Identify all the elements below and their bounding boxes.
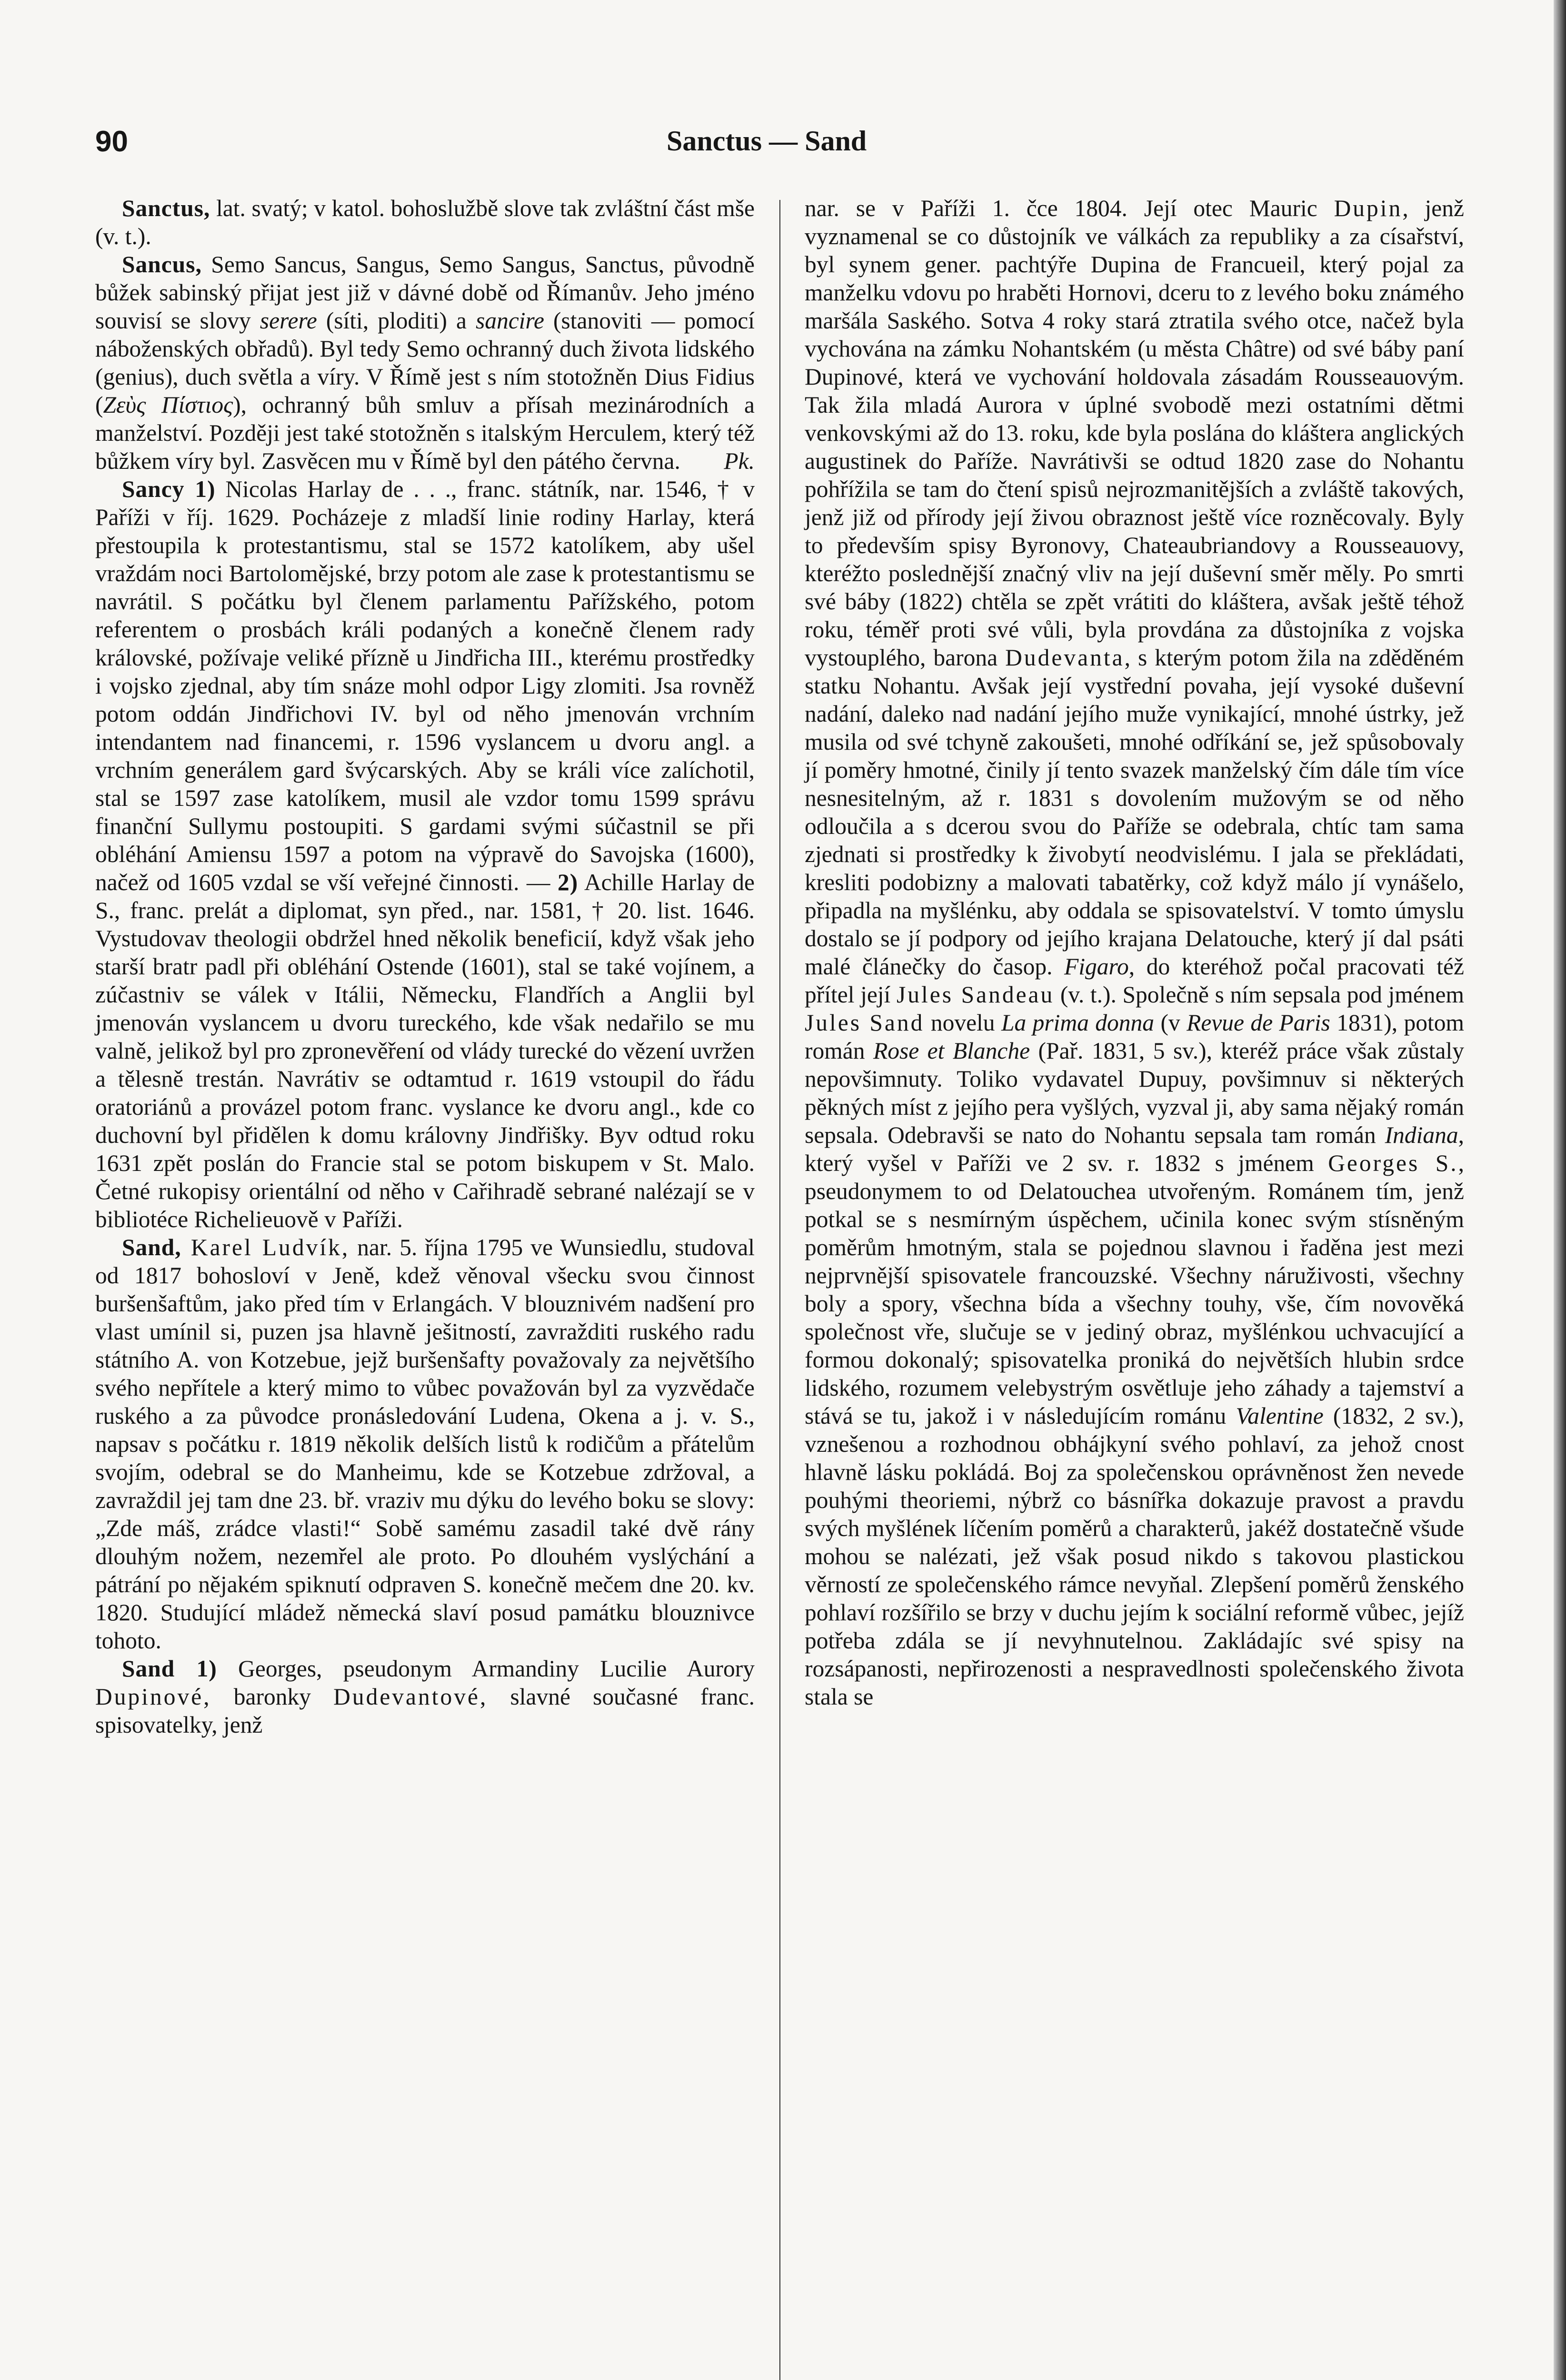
entry-sancus-text-a: Semo Sancus, Sangus, Semo Sangus, Sanctus, původně bůžek sabinský přijat jest již v dávné době od Římanův. Jeho jméno souvisí se slovy — [95, 251, 755, 334]
entry-sancy — [95, 475, 755, 1233]
rc-text-2: , jenž vyznamenal se co důstojník ve válkách za republiky a za císařství, byl synem gener. pachtýře Dupina de Francueil, který pojal za manželku vdovu po hraběti Hornovi, dceru to z levého boku známého maršála Saského. Sotva 4 roky stará ztratila svého otce, načež byla vychována na zámku Nohantském (u města Châtre) od své báby paní Dupinové, která ve vychování holdovala zásadám Rousseauovým. Tak žila mladá Aurora v úplné svobodě mezi ostatními dětmi venkovskými až do 13. roku, kde byla poslána do kláštera anglických augustinek do Paříže. Navrátivši se odtud 1820 zase do Nohantu pohřížila se tam do čtení spisů nejrozmanitějších a zvláště takových, jenž již od přírody její živou obraznost ještě více rozněcovaly. Byly to především spisy Byronovy, Chateaubriandovy a Rousseauovy, kteréžto poslednější značný vliv na její duševní směr měly. Po smrti své báby (1822) chtěla se zpět vrátiti do kláštera, avšak ještě téhož roku, téměř proti své vůli, byla provdána za důstojníka z vojska vystouplého, barona — [805, 195, 1465, 671]
rc-text-12: (1832, 2 sv.), vznešenou a rozhodnou obhájkyní svého pohlaví, za jehož cnost hlavně lásku pokládá. Boj za společenskou oprávněnost žen nevede pouhými theoriemi, nýbrž co básnířka dokazuje pravost a pravdu svých myšlének líčením poměrů a charakterů, jakéž dostatečně všude mohou se nalézati, jež však posud nikdo s takovou plastickou věrností ze společenského rámce nevyňal. Zlepšení poměrů ženského pohlaví rozšířilo se brzy v duchu jejím k sociální reformě vůbec, jejíž potřeba zdála se jí nevyhnutelnou. Zakládajíc své spisy na rozsápanosti, nepřirozenosti a nespravedlnosti společenského života stala se — [805, 1403, 1464, 1710]
author-signature: Pk. — [724, 448, 755, 474]
rc-text-11: , pseudonymem to od Delatouchea utvořeným. Románem tím, jenž potkal se s nesmírným úspěchem, učinila konec svým stísněným poměrům hmotným, stala se pojednou slavnou i řaděna jest mezi nejprvnější spisovatele francouzské. Všechny náruživosti, všechny boly a spory, všechna bída a všechny touhy, vše, čím novověká společnost vře, slučuje se v jediný obraz, myšlénkou uchvacující a formou dokonalý; spisovatelka proniká do největších hlubin srdce lidského, rozumem velebystrým osvětluje jeho záhady a tajemství a stává se tu, jakož i v následujícím románu — [805, 1150, 1464, 1429]
rc-name-jules-sand: Jules Sand — [805, 1010, 925, 1036]
rc-text-4: , do kteréhož počal pracovati též přítel její — [805, 953, 1464, 1008]
rc-text-5: (v. t.). Společně s ním sepsala pod jménem — [1054, 982, 1465, 1008]
rc-text-3: , s kterým potom žila na zděděném statku Nohantu. Avšak její vystřední povaha, její vysoké duševní nadání, daleko nad nadání jejího muže vynikající, mnohé ústrky, jež musila od své tchyně zakoušeti, mnohé odříkání se, jež spůsobovaly jí poměry hmotné, činily jí tento svazek manželský čím dále tím více nesnesitelným, až r. 1831 s dovolením mužovým se od něho odloučila a s dcerou svou do Paříže se odebrala, chtíc tam sama zjednati si prostředky k živobytí neodvislému. I jala se překládati, kresliti podobizny a malovati tabatěrky, což když málo jí vynášelo, připadla na myšlénku, aby oddala se spisovatelství. V tomto úmyslu dostalo se jí podpory od jejího krajana Delatouche, který jí dal psáti malé článečky do časop. — [805, 645, 1464, 980]
rc-text-1: nar. se v Paříži 1. čce 1804. Její otec Mauric — [805, 195, 1334, 221]
headword-sand-karel: Sand, — [122, 1234, 181, 1260]
rc-text-6: novelu — [924, 1010, 1001, 1036]
entry-sand-george-text-a: Georges, pseudonym Armandiny Lucilie Aurory — [217, 1656, 755, 1682]
entry-sand-karel — [95, 1233, 755, 1655]
rc-la-prima-donna: La prima donna — [1001, 1010, 1155, 1036]
running-title: Sanctus — Sand — [667, 125, 867, 157]
right-column — [805, 194, 1464, 2380]
entry-sand-george-text-c: slavné současné franc. spisovatelky, jenž — [95, 1684, 755, 1738]
rc-name-georges: Georges S. — [1328, 1150, 1458, 1176]
page-header — [95, 125, 1476, 168]
entry-sand-george-continued — [805, 194, 1464, 1711]
entry-sancus-text-d: ), ochranný bůh smluv a přísah mezinárodních a manželství. Později jest také stotožněn s italským Herculem, který též bůžkem víry byl. Zasvěcen mu v Římě byl den pátého června. — [95, 392, 755, 474]
left-column — [95, 194, 755, 2380]
column-divider — [779, 200, 780, 2380]
rc-name-dupin: Dupin — [1334, 195, 1403, 221]
headword-sand-george: Sand 1) — [122, 1656, 217, 1682]
rc-text-8: 1831), potom román — [805, 1010, 1464, 1064]
page-number: 90 — [95, 125, 128, 158]
entry-sancus-text-c: (stanoviti — pomocí náboženských obřadů). Byl tedy Semo ochranný duch života lidského (genius), duch světla a víry. V Římě jest s ním stotožněn Dius Fidius ( — [95, 307, 755, 418]
greek-zeus-pistios: Ζεὺς Πίστιος — [103, 392, 233, 418]
entry-sancus — [95, 250, 755, 475]
word-serere: serere — [259, 307, 317, 334]
entry-sancy-text-a: Nicolas Harlay de . . ., franc. státník, nar. 1546, † v Paříži v říj. 1629. Pocházeje z mladší linie rodiny Harlay, která přestoupila k protestantismu, stal se 1572 katolíkem, aby ušel vraždám noci Bartolomějské, brzy potom ale zase k protestantismu se navrátil. S počátku byl členem parlamentu Pařížského, potom referentem o prosbách králi podaných a konečně členem rady královské, požívaje veliké přízně u Jindřicha III., kterému prostředky i vojsko zjednal, aby tím snáze mohl odpor Ligy zlomiti. Jsa rovněž potom oddán Jindřichovi IV. byl od něho jmenován vrchním intendantem nad financemi, r. 1596 vyslancem u dvoru angl. a vrchním generálem gard švýcarských. Aby se králi více zalíchotil, stal se 1597 zase katolíkem, musil ale vzdor tomu 1599 správu finanční Sullymu postoupiti. S gardami svými súčastnil se při obléhání Amiensu 1597 a potom na výpravě do Savojska (1600), načež od 1605 vzdal se vší veřejné činnosti. — — [95, 476, 755, 895]
rc-revue-de-paris: Revue de Paris — [1187, 1010, 1330, 1036]
name-karel-ludvik: Karel Ludvík, — [181, 1234, 350, 1260]
entry-sancy-text-b: Achille Harlay de S., franc. prelát a diplomat, syn před., nar. 1581, † 20. list. 1646. Vystudovav theologii obdržel hned několik beneficií, když však jeho starší bratr padl při obléhání Ostende (1601), stal se také vojínem, a zúčastniv se válek v Itálii, Německu, Flandřích a Anglii byl jmenován vyslancem u dvoru tureckého, kde však nedařilo se mu valně, jelikož byl pro zpronevěření od vlády turecké do vězení uvržen a tělesně trestán. Navrátiv se odtamtud r. 1619 vstoupil do řádu oratoriánů a provázel potom franc. vyslance ke dvoru angl., kde co duchovní byl přidělen k domu královny Jindřišky. Byv odtud roku 1631 zpět poslán do Francie stal se potom biskupem v St. Malo. Četné rukopisy orientální od něho v Cařihradě sebrané nalézají se v bibliotéce Richelieuově v Paříži. — [95, 869, 755, 1232]
sancy-sub-2-label: 2) — [557, 869, 579, 895]
headword-sancus: Sancus, — [122, 251, 202, 278]
rc-valentine: Valentine — [1236, 1403, 1324, 1429]
entry-sand-karel-text: nar. 5. října 1795 ve Wunsiedlu, studoval od 1817 bohosloví v Jeně, kdež věnoval všecku svou činnost buršenšaftům, jako před tím v Erlangách. V blouznivém nadšení pro vlast umínil si, puzen jsa hlavně ješitností, zavražditi ruského radu státního A. von Kotzebue, jejž buršenšafty považovaly za největšího svého nepřítele a který mimo to vůbec považován byl za vyzvědače ruského a za původce pronásledování Ludena, Okena a j. v. S., napsav s počátku r. 1819 několik delších listů k rodičům a přátelům svojím, odebral se do Manheimu, kde se Kotzebue zdržoval, a zavraždil jej tam dne 23. bř. vraziv mu dýku do levého boku se slovy: „Zde máš, zrádce vlasti!“ Sobě samému zasadil také dvě rány dlouhým nožem, nezemřel ale proto. Po dlouhém vyslýchání a pátrání po nějakém spiknutí odpraven S. konečně mečem dne 20. kv. 1820. Studující mládež německá slaví posud památku blouznivce tohoto. — [95, 1234, 755, 1654]
name-dudevantove: Dudevantové, — [333, 1684, 488, 1710]
name-dupinove: Dupinové, — [95, 1684, 211, 1710]
entry-sand-george — [95, 1655, 755, 1739]
headword-sancy: Sancy 1) — [122, 476, 216, 502]
rc-indiana: Indiana — [1385, 1122, 1458, 1148]
entry-sanctus-text: lat. svatý; v katol. bohoslužbě slove tak zvláštní část mše (v. t.). — [95, 195, 755, 249]
rc-name-dudevanta: Dudevanta — [1005, 645, 1125, 671]
rc-rose-et-blanche: Rose et Blanche — [873, 1038, 1030, 1064]
rc-text-7: (v — [1154, 1010, 1187, 1036]
rc-name-jules-sandeau: Jules Sandeau — [896, 982, 1055, 1008]
entry-sand-george-text-b: baronky — [211, 1684, 334, 1710]
rc-text-9: (Pař. 1831, 5 sv.), kteréž práce však zůstaly nepovšimnuty. Toliko vydavatel Dupuy, povšimnuv si některých pěkných míst z jejího pera vyšlých, vyzval ji, aby sama nějaký román sepsala. Odebravši se nato do Nohantu sepsala tam román — [805, 1038, 1464, 1148]
headword-sanctus: Sanctus, — [122, 195, 210, 221]
rc-figaro: Figaro — [1064, 953, 1129, 980]
word-sancire: sancire — [476, 307, 544, 334]
entry-sancus-text-b: (síti, ploditi) a — [317, 307, 476, 334]
rc-text-10: , který vyšel v Paříži ve 2 sv. r. 1832 s jménem — [805, 1122, 1464, 1176]
scan-edge — [1554, 0, 1566, 2380]
entry-sanctus — [95, 194, 755, 250]
